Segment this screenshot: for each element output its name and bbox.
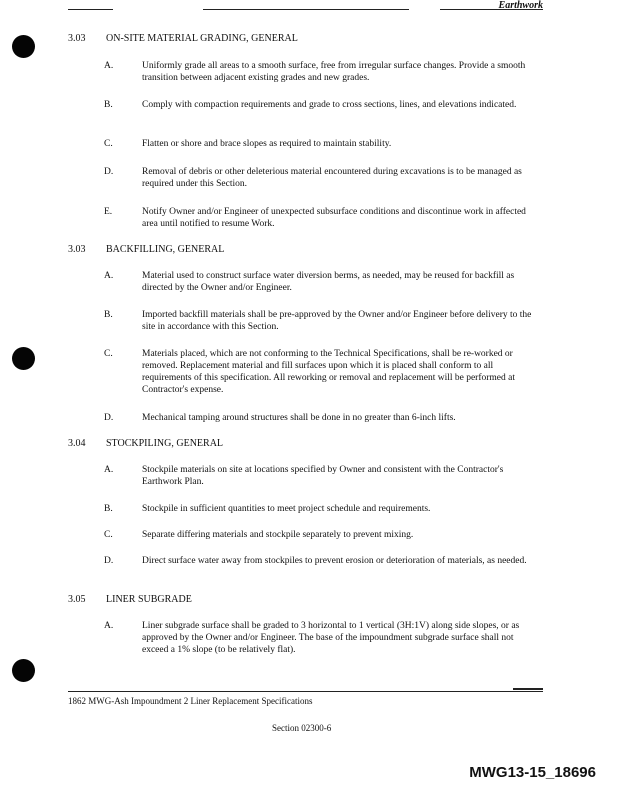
item-letter: B. bbox=[104, 310, 113, 320]
item-letter: A. bbox=[104, 61, 114, 71]
item-text: Notify Owner and/or Engineer of unexpected subsurface conditions and discontinue work in affected area until notified to resume Work. bbox=[142, 207, 526, 229]
item-letter: D. bbox=[104, 556, 114, 566]
item-letter: A. bbox=[104, 621, 114, 631]
footer-tick-mark bbox=[513, 688, 543, 690]
item-letter: B. bbox=[104, 100, 113, 110]
section-title: BACKFILLING, GENERAL bbox=[106, 244, 225, 255]
header-rule-left bbox=[68, 9, 113, 10]
section-number: 3.04 bbox=[68, 438, 86, 449]
item-text: Comply with compaction requirements and grade to cross sections, lines, and elevations indicated. bbox=[142, 100, 517, 110]
item-text: Liner subgrade surface shall be graded to 3 horizontal to 1 vertical (3H:1V) along side slopes, or as approved by the Owner and/or Engineer. The base of the impoundment subgrade surface shall not exceed a 1% slope (to be relatively flat). bbox=[142, 621, 520, 655]
item-letter: D. bbox=[104, 167, 114, 177]
item-text: Stockpile in sufficient quantities to meet project schedule and requirements. bbox=[142, 504, 431, 514]
item-letter: C. bbox=[104, 349, 113, 359]
header-title: Earthwork bbox=[498, 0, 543, 11]
section-number: 3.03 bbox=[68, 244, 86, 255]
item-text: Material used to construct surface water diversion berms, as needed, may be reused for backfill as directed by the Owner and/or Engineer. bbox=[142, 271, 515, 293]
binder-hole-top bbox=[12, 35, 35, 58]
footer-rule bbox=[68, 691, 543, 692]
item-letter: A. bbox=[104, 271, 114, 281]
item-text: Direct surface water away from stockpiles to prevent erosion or deterioration of materials, as needed. bbox=[142, 556, 527, 566]
section-title: ON-SITE MATERIAL GRADING, GENERAL bbox=[106, 33, 298, 44]
item-text: Imported backfill materials shall be pre-approved by the Owner and/or Engineer before delivery to the site in accordance with this Section. bbox=[142, 310, 532, 332]
binder-hole-middle bbox=[12, 347, 35, 370]
item-letter: C. bbox=[104, 530, 113, 540]
bates-stamp: MWG13-15_18696 bbox=[469, 764, 596, 781]
footer-page-number: Section 02300-6 bbox=[272, 723, 332, 733]
item-letter: D. bbox=[104, 413, 114, 423]
section-title: STOCKPILING, GENERAL bbox=[106, 438, 224, 449]
item-letter: B. bbox=[104, 504, 113, 514]
item-text: Flatten or shore and brace slopes as required to maintain stability. bbox=[142, 139, 392, 149]
item-text: Stockpile materials on site at locations specified by Owner and consistent with the Contractor's Earthwork Plan. bbox=[142, 465, 504, 487]
item-text: Mechanical tamping around structures shall be done in no greater than 6-inch lifts. bbox=[142, 413, 456, 423]
item-text: Separate differing materials and stockpile separately to prevent mixing. bbox=[142, 530, 414, 540]
section-number: 3.03 bbox=[68, 33, 86, 44]
item-text: Materials placed, which are not conforming to the Technical Specifications, shall be re-worked or removed. Replacement material and fill surfaces upon which it is placed shall conform to all requirements of this specification. All reworking or removal and replacement will be performed at Contractor's expense. bbox=[142, 349, 516, 395]
binder-hole-bottom bbox=[12, 659, 35, 682]
item-letter: A. bbox=[104, 465, 114, 475]
item-text: Removal of debris or other deleterious material encountered during excavations is to be managed as required under this Section. bbox=[142, 167, 522, 189]
header-rule-middle bbox=[203, 9, 409, 10]
section-number: 3.05 bbox=[68, 594, 86, 605]
footer-document-title: 1862 MWG-Ash Impoundment 2 Liner Replacement Specifications bbox=[68, 696, 313, 706]
item-letter: C. bbox=[104, 139, 113, 149]
item-text: Uniformly grade all areas to a smooth surface, free from irregular surface changes. Provide a smooth transition between adjacent existing grades and new grades. bbox=[142, 61, 526, 83]
item-letter: E. bbox=[104, 207, 113, 217]
section-title: LINER SUBGRADE bbox=[106, 594, 192, 605]
